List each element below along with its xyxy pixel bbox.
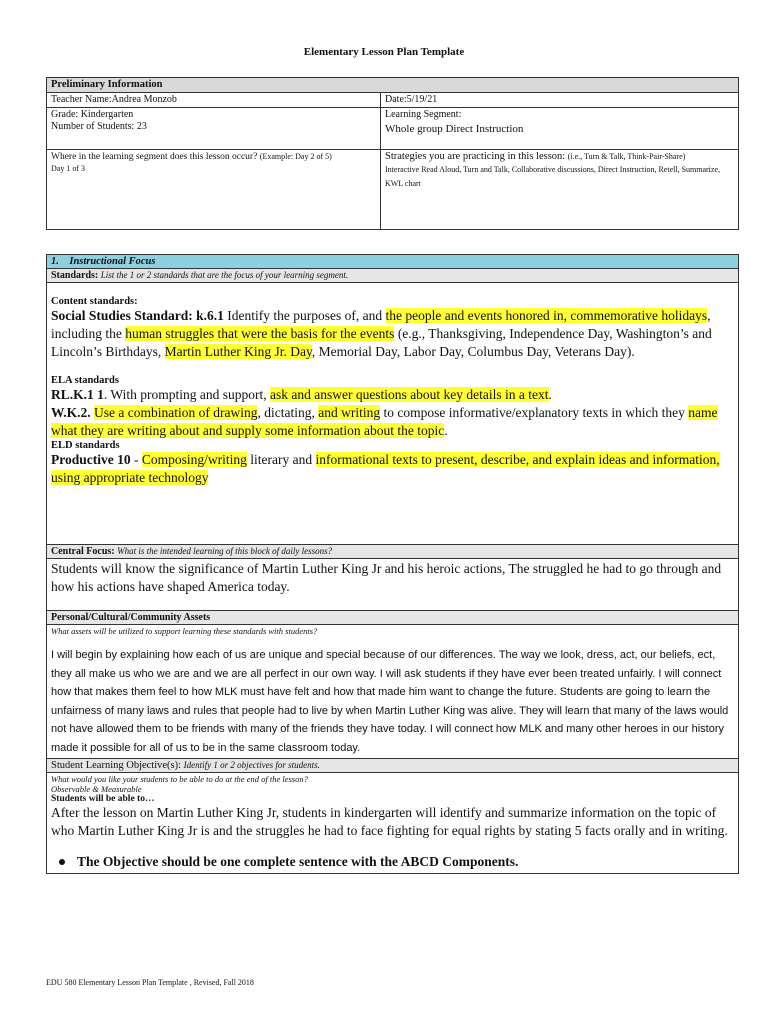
grade: Grade: Kindergarten bbox=[51, 109, 134, 120]
number-of-students: Number of Students: 23 bbox=[51, 121, 147, 132]
wk-text-b: to compose informative/explanatory texts in which they bbox=[380, 405, 689, 420]
wk-highlight-2: and writing bbox=[318, 405, 381, 420]
ss-text-d: , Memorial Day, Labor Day, Columbus Day, Veterans Day). bbox=[311, 344, 635, 359]
wk-standard bbox=[51, 404, 734, 440]
prod-code: Productive 10 bbox=[51, 452, 131, 467]
eld-standards-heading: ELD standards bbox=[51, 440, 120, 451]
ela-standards-heading: ELA standards bbox=[51, 375, 119, 386]
central-focus-hint: What is the intended learning of this block of daily lessons? bbox=[117, 546, 333, 556]
objective-hint: Identify 1 or 2 objectives for students. bbox=[183, 760, 320, 770]
objective-label: Student Learning Objective(s): bbox=[51, 760, 182, 771]
strategies-example: (i.e., Turn & Talk, Think-Pair-Share) bbox=[567, 152, 686, 161]
objective-question: What would you like your students to be able to do at the end of the lesson? bbox=[51, 774, 308, 784]
wk-text-a: , dictating, bbox=[257, 405, 319, 420]
strategies-label: Strategies you are practicing in this lesson: bbox=[385, 151, 566, 162]
prod-highlight-2: informational texts to present, describe, and explain ideas and information, using appropriate technology bbox=[51, 452, 720, 485]
ss-highlight-2: human struggles that were the basis for the events bbox=[125, 326, 395, 341]
social-studies-standard bbox=[51, 307, 734, 361]
objective-body bbox=[47, 773, 739, 874]
lesson-position-question: Where in the learning segment does this lesson occur? bbox=[51, 152, 258, 162]
wk-code: W.K.2. bbox=[51, 405, 91, 420]
assets-text: I will begin by explaining how each of us are unique and special because of our differences. The way we look, dress, act, our beliefs, ect, they all make us who we are and we are all perfect in our own way. I will ask students if they have ever been treated unfairly. I will connect how that makes them feel to how MLK must have felt and how that made him want to change the future. Students are going to learn the unfairness of many laws and rules that people had to live by when Martin Luther King was alive. They will learn that many of the laws would not have allowed them to be friends with many of the friends they have today. I will connect how MLK and many other heroes in our history made it possible for all of us to be in the same classroom today. bbox=[51, 649, 729, 754]
objective-measurable: Observable & Measurable bbox=[51, 784, 142, 794]
assets-hint: What assets will be utilized to support learning these standards with students? bbox=[51, 626, 318, 636]
document-title: Elementary Lesson Plan Template bbox=[303, 46, 465, 58]
learning-segment-cell bbox=[381, 108, 739, 150]
strategies-value: Interactive Read Aloud, Turn and Talk, Collaborative discussions, Direct Instruction, Retell, Summarize, KWL chart bbox=[385, 165, 721, 188]
rl-code: RL.K.1 bbox=[51, 387, 94, 402]
rl-highlight: ask and answer questions about key details in a text bbox=[269, 387, 549, 402]
learning-segment-value: Whole group Direct Instruction bbox=[385, 123, 524, 135]
lesson-position-cell bbox=[47, 150, 381, 230]
standards-label: Standards: bbox=[51, 270, 99, 281]
wk-text-c: . bbox=[444, 423, 448, 438]
ss-highlight-1: the people and events honored in, commemorative holidays bbox=[385, 308, 708, 323]
wk-highlight-1: Use a combination of drawing bbox=[94, 405, 258, 420]
lesson-position-answer: Day 1 of 3 bbox=[51, 164, 85, 173]
lesson-date: Date:5/19/21 bbox=[381, 93, 739, 108]
objective-text: After the lesson on Martin Luther King Jr, students in kindergarten will identify and summarize information on the topic of who Martin Luther King Jr is and the struggles he had to face fighting for equal rights by stating 5 facts orally and in writing. bbox=[51, 805, 728, 838]
ss-text-c: (e.g., Thanksgiving, Independence Day, Washington’s and Lincoln’s Birthdays, bbox=[51, 326, 712, 359]
instructional-focus-table bbox=[46, 254, 739, 874]
central-focus-label: Central Focus: bbox=[51, 546, 115, 557]
rl-text-a: . With prompting and support, bbox=[103, 387, 270, 402]
rl-standard bbox=[51, 386, 734, 404]
ss-text-a: Identify the purposes of, and bbox=[223, 308, 386, 323]
assets-header: Personal/Cultural/Community Assets bbox=[47, 611, 739, 625]
preliminary-info-table bbox=[46, 77, 739, 230]
objective-header bbox=[47, 759, 739, 773]
objective-bullet bbox=[51, 854, 734, 870]
instructional-focus-title: 1. Instructional Focus bbox=[51, 256, 156, 267]
standards-header bbox=[47, 269, 739, 283]
ss-text-b: , including the bbox=[51, 308, 711, 341]
learning-segment-label: Learning Segment: bbox=[385, 109, 462, 120]
prod-dash: - bbox=[130, 452, 142, 467]
prod-text-a: literary and bbox=[246, 452, 316, 467]
ss-code: Social Studies Standard: k.6.1 bbox=[51, 308, 224, 323]
instructional-focus-header bbox=[47, 255, 739, 269]
lesson-position-example: (Example: Day 2 of 5) bbox=[259, 152, 332, 161]
wk-highlight-3: name what they are writing about and supply some information about the topic bbox=[51, 405, 718, 438]
bullet-dot-icon bbox=[59, 859, 65, 865]
central-focus-text: Students will know the significance of Martin Luther King Jr and his heroic actions, The struggled he had to go through and how his actions have shaped America today. bbox=[47, 559, 739, 611]
ss-highlight-3: Martin Luther King Jr. Day bbox=[164, 344, 312, 359]
prod-highlight-1: Composing/writing bbox=[141, 452, 247, 467]
content-standards-heading: Content standards: bbox=[51, 296, 138, 307]
productive-standard bbox=[51, 451, 734, 487]
grade-cell bbox=[47, 108, 381, 150]
rl-num: 1 bbox=[93, 387, 104, 402]
strategies-cell bbox=[381, 150, 739, 230]
rl-text-b: . bbox=[548, 387, 552, 402]
standards-body bbox=[47, 283, 739, 545]
footer-note: EDU 580 Elementary Lesson Plan Template , Revised, Fall 2018 bbox=[46, 978, 254, 987]
standards-hint: List the 1 or 2 standards that are the focus of your learning segment. bbox=[100, 270, 349, 280]
teacher-name: Teacher Name:Andrea Monzob bbox=[47, 93, 381, 108]
objective-lead: Students will be able to… bbox=[51, 794, 155, 804]
objective-bullet-text: The Objective should be one complete sentence with the ABCD Components. bbox=[77, 854, 519, 869]
assets-body bbox=[47, 625, 739, 759]
preliminary-header: Preliminary Information bbox=[47, 78, 739, 93]
central-focus-header bbox=[47, 545, 739, 559]
